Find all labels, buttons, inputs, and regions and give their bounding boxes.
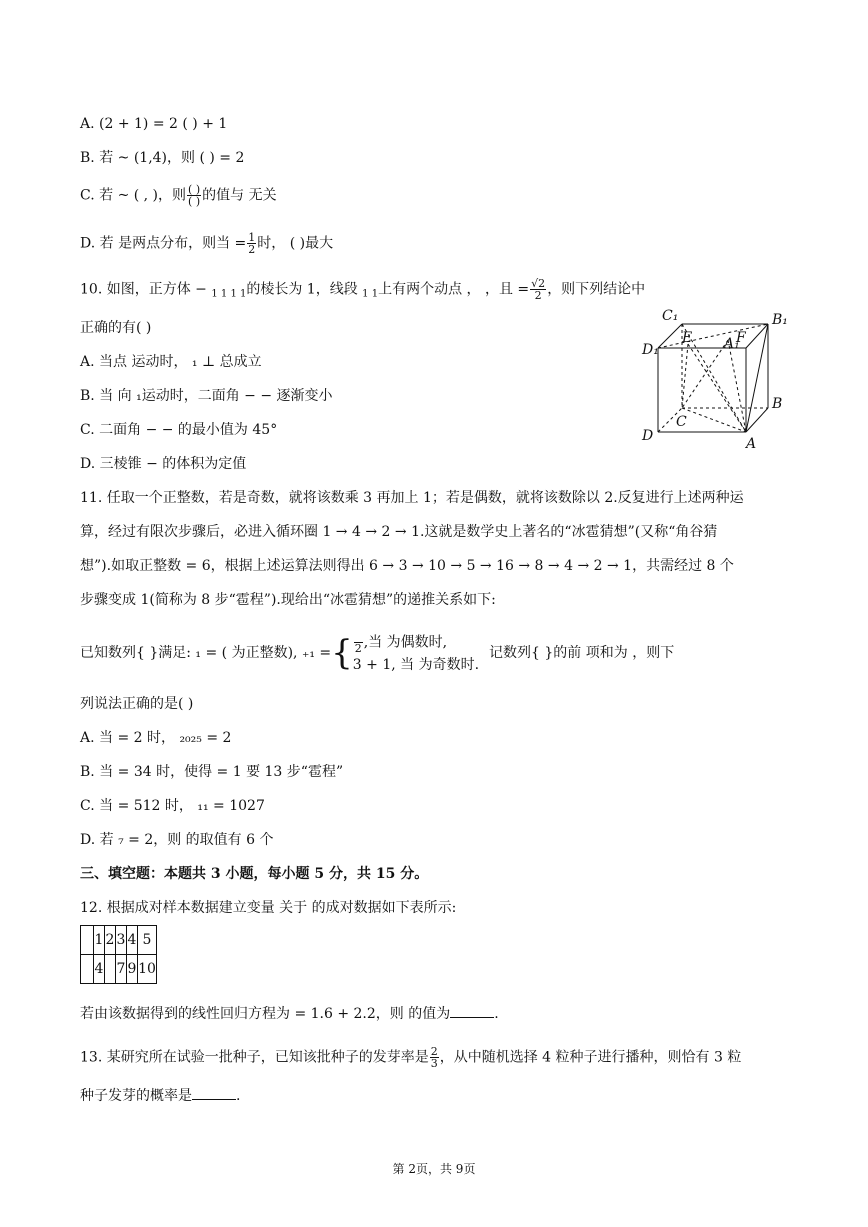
q12-stem: 12. 根据成对样本数据建立变量 关于 的成对数据如下表所示: [80, 900, 457, 916]
q9-option-d: D. 若 是两点分布，则当 = $\frac{1}{2}$ 时， ( )最大 [80, 231, 334, 256]
label-e: E [682, 330, 693, 346]
table-cell: 1 [94, 926, 105, 955]
q10-stem-line1: 10. 如图，正方体 − $_{1 1 1 1}$的棱长为 1，线段 $_{1 1}$上有两个动点 ， ，且 = $\frac{√2}{2}$ ，则下列结论中 [80, 277, 646, 302]
table-cell [81, 955, 94, 984]
table-row [81, 926, 157, 955]
q12-line2: 若由该数据得到的线性回归方程为 = 1.6 + 2.2，则 的值为 . [80, 1006, 499, 1022]
table-cell: 10 [138, 955, 157, 984]
table-row [81, 955, 157, 984]
q9-option-b: B. 若 ~ (1,4)，则 ( ) = 2 [80, 150, 245, 166]
q11-line3: 想”).如取正整数 = 6，根据上述运算法则得出 6 → 3 → 10 → 5 → 16 → 8 → 4 → 2 → 1，共需经过 8 个 [80, 558, 734, 574]
table-cell: 4 [94, 955, 105, 984]
table-cell: 5 [138, 926, 157, 955]
table-cell: 2 [105, 926, 116, 955]
q9-c-fraction: $\frac{( )}{( )}$ [188, 183, 201, 208]
table-cell: 3 [116, 926, 127, 955]
cube-figure [636, 304, 796, 454]
q9-d-fraction: $\frac{1}{2}$ [248, 231, 256, 256]
q10-option-b: B. 当 向 ₁运动时，二面角 − − 逐渐变小 [80, 388, 333, 404]
cases: 2 ,当 为偶数时, 3 + 1, 当 为奇数时. [353, 631, 479, 676]
q11-option-d: D. 若 ₇ = 2，则 的取值有 6 个 [80, 832, 274, 848]
q11-option-b: B. 当 = 34 时，使得 = 1 要 13 步“雹程” [80, 764, 344, 780]
q12-data-table [80, 925, 157, 984]
page-footer: 第 2页，共 9页 [392, 1162, 476, 1176]
q11-line2: 算，经过有限次步骤后，必进入循环圈 1 → 4 → 2 → 1.这就是数学史上著名的“冰雹猜想”(又称“角谷猜 [80, 524, 718, 540]
q10-option-a: A. 当点 运动时， ₁ ⊥ 总成立 [80, 354, 262, 370]
q9-option-c: C. 若 ~ ( , )，则 $\frac{( )}{( )}$ 的值与 无关 [80, 183, 277, 208]
label-c: C [676, 414, 687, 430]
label-b1: B₁ [772, 312, 788, 328]
table-cell [105, 955, 116, 984]
q10-stem-line2: 正确的有( ) [80, 320, 152, 336]
table-cell: 7 [116, 955, 127, 984]
q13-fraction: $\frac{2}{3}$ [430, 1045, 438, 1070]
label-d1: D₁ [642, 342, 659, 358]
q10-option-d: D. 三棱锥 − 的体积为定值 [80, 456, 247, 472]
q11-definition: 已知数列{ }满足: ₁ = ( 为正整数), ₊₁ ={ 2 ,当 为偶数时, 3 + 1, 当 为奇数时. 记数列{ }的前 项和为 ，则下 [80, 628, 674, 678]
q9-option-a: A. (2 + 1) = 2 ( ) + 1 [80, 116, 228, 132]
answer-blank [450, 1005, 494, 1018]
q10-option-c: C. 二面角 − − 的最小值为 45° [80, 422, 278, 438]
label-b: B [772, 396, 783, 412]
label-f: F [736, 330, 746, 346]
table-cell: 9 [127, 955, 138, 984]
q10-fraction: $\frac{√2}{2}$ [531, 277, 546, 302]
label-c1: C₁ [662, 308, 679, 324]
q11-line-after: 列说法正确的是( ) [80, 696, 194, 712]
table-cell [81, 926, 94, 955]
cases-brace: { [331, 633, 353, 673]
label-a: A [746, 436, 757, 452]
q11-option-c: C. 当 = 512 时， ₁₁ = 1027 [80, 798, 265, 814]
q11-option-a: A. 当 = 2 时， ₂₀₂₅ = 2 [80, 730, 232, 746]
table-cell: 4 [127, 926, 138, 955]
label-a1: A₁ [724, 336, 740, 352]
q13-line1: 13. 某研究所在试验一批种子，已知该批种子的发芽率是 $\frac{2}{3}$ ，从中随机选择 4 粒种子进行播种，则恰有 3 粒 [80, 1045, 742, 1070]
label-d: D [642, 428, 654, 444]
section3-heading: 三、填空题：本题共 3 小题，每小题 5 分，共 15 分。 [80, 866, 429, 882]
answer-blank [192, 1087, 236, 1100]
q11-line4: 步骤变成 1(简称为 8 步“雹程”).现给出“冰雹猜想”的递推关系如下: [80, 592, 496, 608]
q13-line2: 种子发芽的概率是 . [80, 1088, 241, 1104]
q11-line1: 11. 任取一个正整数，若是奇数，就将该数乘 3 再加上 1；若是偶数，就将该数除以 2.反复进行上述两种运 [80, 490, 744, 506]
